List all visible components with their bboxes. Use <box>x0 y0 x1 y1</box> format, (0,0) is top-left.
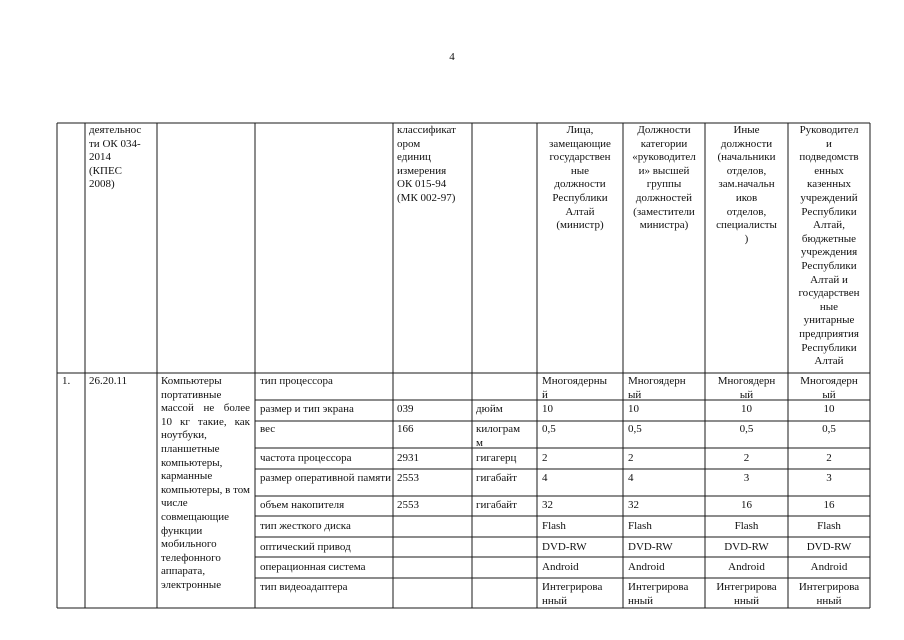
char-row-name: операционная система <box>260 561 366 573</box>
char-row-value: 3 <box>826 472 832 484</box>
item-okpd-code: 26.20.11 <box>89 375 128 387</box>
char-row-value: 32 <box>628 499 639 511</box>
char-row-value: 32 <box>542 499 553 511</box>
char-row-name: вес <box>260 423 276 435</box>
char-row-value: 10 <box>823 403 835 415</box>
item-name: Компьютеры портативные массой не более 10 кг такие, как ноутбуки, планшетные компьютеры, карманные компьютеры, в том числе совмещающие функции мобильного телефонного аппарата, электронные <box>161 375 250 591</box>
char-row-value: 4 <box>628 472 634 484</box>
char-row-okei: 166 <box>397 423 414 435</box>
char-row-unit: килограм м <box>476 423 521 449</box>
char-row-name: тип жесткого диска <box>260 520 351 532</box>
char-row-value: 10 <box>741 403 752 415</box>
char-row-unit: гигабайт <box>476 472 517 484</box>
char-row-value: Flash <box>817 520 841 532</box>
char-row-okei: 039 <box>397 403 414 415</box>
char-row-value: 10 <box>628 403 639 415</box>
char-row-value: Flash <box>734 520 759 532</box>
header-position-ministers: Лица, замещающие государствен ные должности Республики Алтай (министр) <box>549 124 611 232</box>
char-row-value: 2 <box>826 452 832 464</box>
char-row-okei: 2553 <box>397 472 419 484</box>
char-row-value: 16 <box>823 499 835 511</box>
char-row-value: 3 <box>743 472 750 484</box>
char-row-value: 0,5 <box>822 423 836 435</box>
item-number: 1. <box>62 375 71 387</box>
header-okei-tail: классификат ором единиц измерения ОК 015-94 (МК 002-97) <box>397 124 456 204</box>
char-row-value: 2 <box>542 452 548 464</box>
char-row-name: тип видеоадаптера <box>260 581 348 593</box>
char-row-value: Android <box>728 561 765 573</box>
char-row-value: Интегрирова нный <box>716 581 777 607</box>
char-row-value: 2 <box>628 452 634 464</box>
char-row-value: Интегрирова нный <box>628 581 689 607</box>
char-row-value: 2 <box>743 452 750 464</box>
header-position-deputies: Должности категории «руководител и» высшей группы должностей (заместители министра) <box>632 124 696 232</box>
char-row-okei: 2553 <box>397 499 419 511</box>
char-row-name: тип процессора <box>260 375 333 387</box>
char-row-name: объем накопителя <box>260 499 345 511</box>
char-row-name: оптический привод <box>260 541 351 553</box>
char-row-value: Многоядерн ый <box>800 375 858 401</box>
char-row-value: 10 <box>542 403 553 415</box>
char-row-name: размер оперативной памяти <box>260 472 391 484</box>
page-number: 4 <box>449 51 455 63</box>
char-row-value: 0,5 <box>739 423 754 435</box>
char-row-value: 0,5 <box>628 423 642 435</box>
char-row-value: Flash <box>542 520 566 532</box>
char-row-value: Android <box>542 561 579 573</box>
char-row-value: Интегрирова нный <box>798 581 860 607</box>
char-row-name: частота процессора <box>260 452 352 464</box>
char-row-unit: гигабайт <box>476 499 517 511</box>
char-row-value: Многоядерн ый <box>628 375 686 401</box>
char-row-name: размер и тип экрана <box>260 403 354 415</box>
char-row-value: Интегрирова нный <box>542 581 603 607</box>
char-row-value: Android <box>810 561 848 573</box>
char-row-value: DVD-RW <box>724 541 769 553</box>
char-row-unit: гигагерц <box>476 452 517 464</box>
char-row-value: 16 <box>741 499 752 511</box>
char-row-value: Многоядерн ый <box>717 375 776 401</box>
char-row-value: Android <box>628 561 665 573</box>
char-row-value: 0,5 <box>542 423 556 435</box>
header-position-other: Иные должности (начальники отделов, зам.начальн иков отделов, специалисты ) <box>716 124 777 245</box>
char-row-value: 4 <box>542 472 548 484</box>
char-row-unit: дюйм <box>476 403 503 415</box>
header-position-heads: Руководител и подведомств енных казенных учреждений Республики Алтай, бюджетные учреждения Республики Алтай и государствен ные унитарные предприятия Республики Алтай <box>798 124 860 368</box>
char-row-value: DVD-RW <box>806 541 852 553</box>
char-row-value: Многоядерны й <box>542 375 608 401</box>
char-row-value: DVD-RW <box>542 541 587 553</box>
header-okpd-tail: деятельнос ти ОК 034- 2014 (КПЕС 2008) <box>89 124 142 191</box>
char-row-value: DVD-RW <box>628 541 673 553</box>
char-row-value: Flash <box>628 520 652 532</box>
char-row-okei: 2931 <box>397 452 419 464</box>
